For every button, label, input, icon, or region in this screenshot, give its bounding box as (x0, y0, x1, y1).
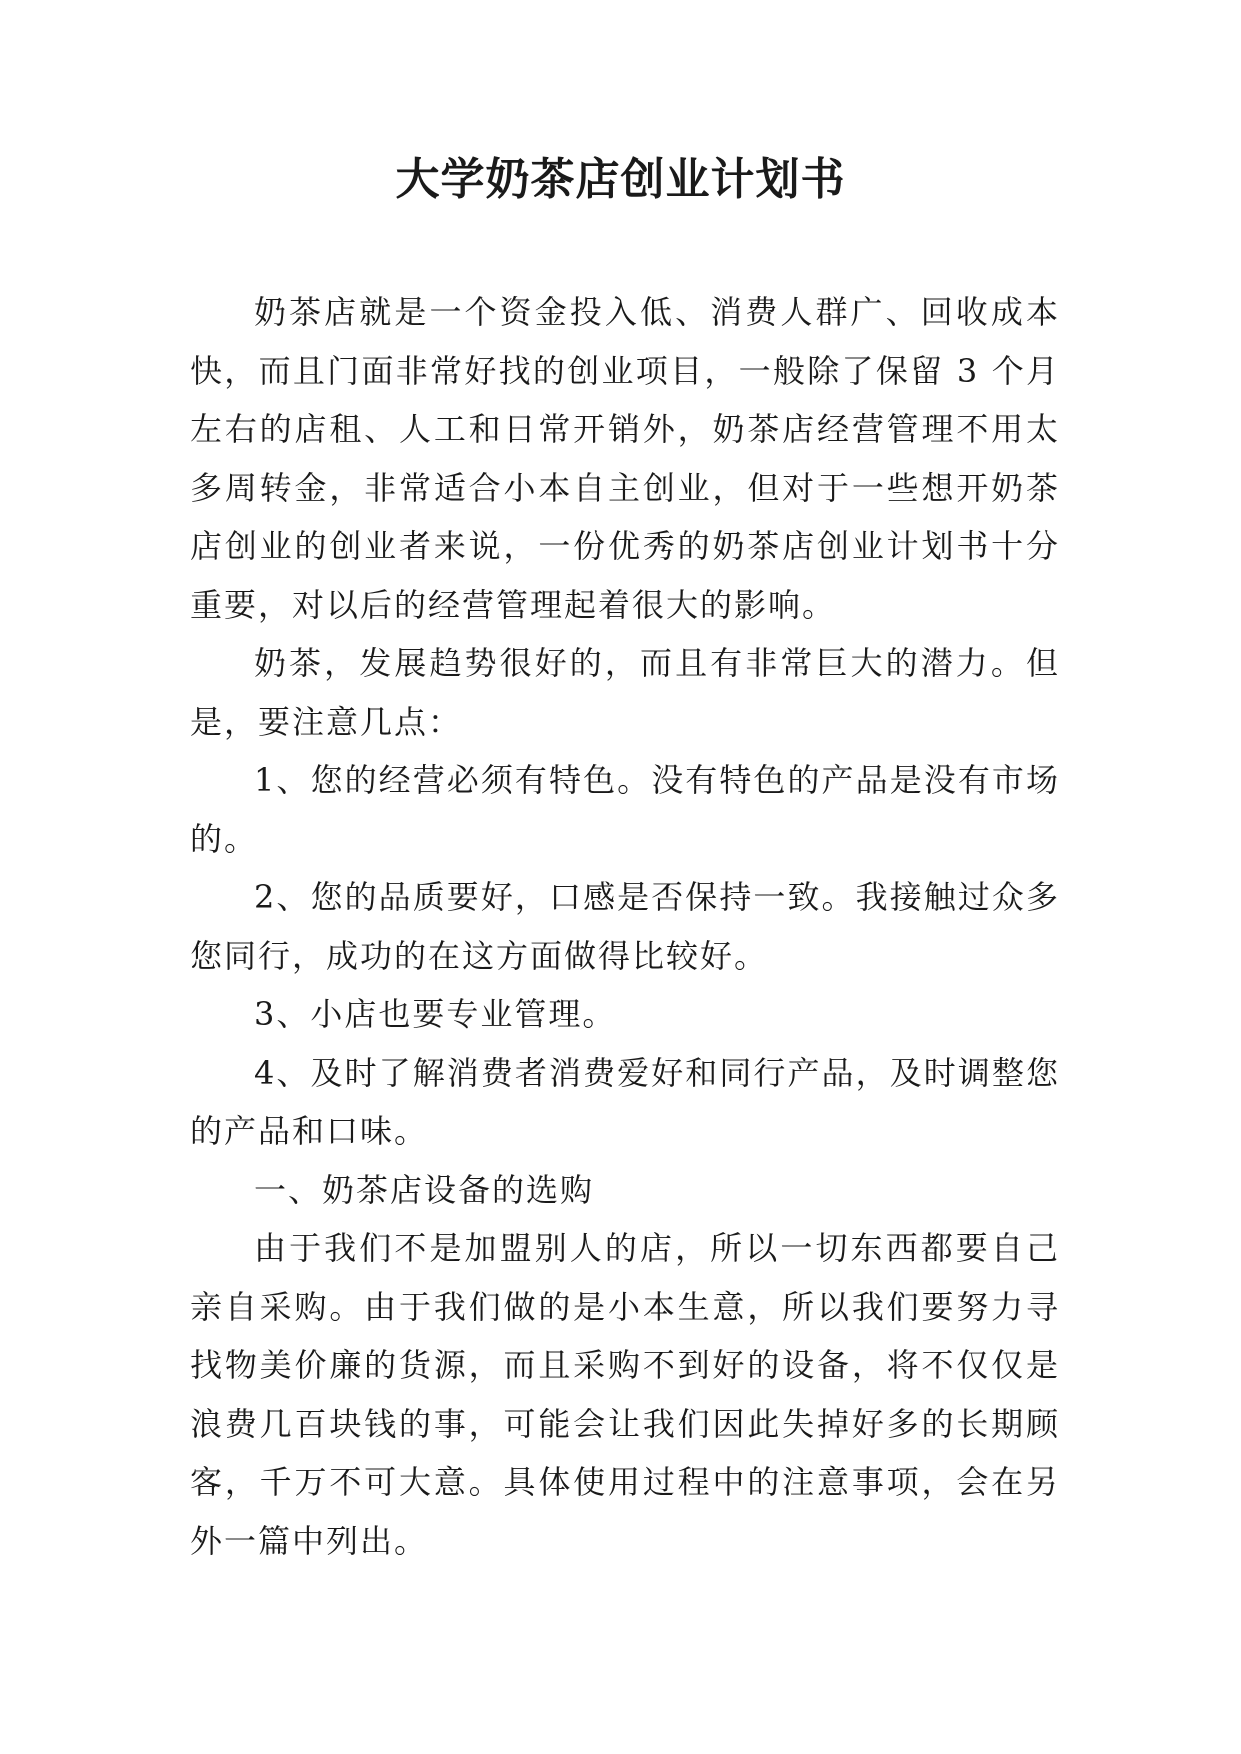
document-body (190, 283, 1060, 1570)
paragraph-point-4: 4、及时了解消费者消费爱好和同行产品，及时调整您的产品和口味。 (190, 1053, 1060, 1150)
document-title: 大学奶茶店创业计划书 (395, 154, 846, 205)
paragraph-point-1: 1、您的经营必须有特色。没有特色的产品是没有市场的。 (190, 761, 1060, 858)
section-heading-equipment: 一、奶茶店设备的选购 (254, 1170, 595, 1209)
paragraph-trend: 奶茶，发展趋势很好的，而且有非常巨大的潜力。但是，要注意几点： (190, 644, 1060, 741)
paragraph-point-3: 3、小店也要专业管理。 (254, 995, 617, 1033)
paragraph-intro: 奶茶店就是一个资金投入低、消费人群广、回收成本快，而且门面非常好找的创业项目，一般除了保留 3 个月左右的店租、人工和日常开销外，奶茶店经营管理不用太多周转金，非常适合小本自主创业，但对于一些想开奶茶店创业的创业者来说，一份优秀的奶茶店创业计划书十分重要，对以后的经营管理起着很大的影响。 (190, 293, 1060, 624)
paragraph-point-2: 2、您的品质要好，口感是否保持一致。我接触过众多您同行，成功的在这方面做得比较好。 (190, 878, 1060, 975)
paragraph-equipment: 由于我们不是加盟别人的店，所以一切东西都要自己亲自采购。由于我们做的是小本生意，所以我们要努力寻找物美价廉的货源，而且采购不到好的设备，将不仅仅是浪费几百块钱的事，可能会让我们因此失掉好多的长期顾客，千万不可大意。具体使用过程中的注意事项，会在另外一篇中列出。 (190, 1229, 1060, 1560)
